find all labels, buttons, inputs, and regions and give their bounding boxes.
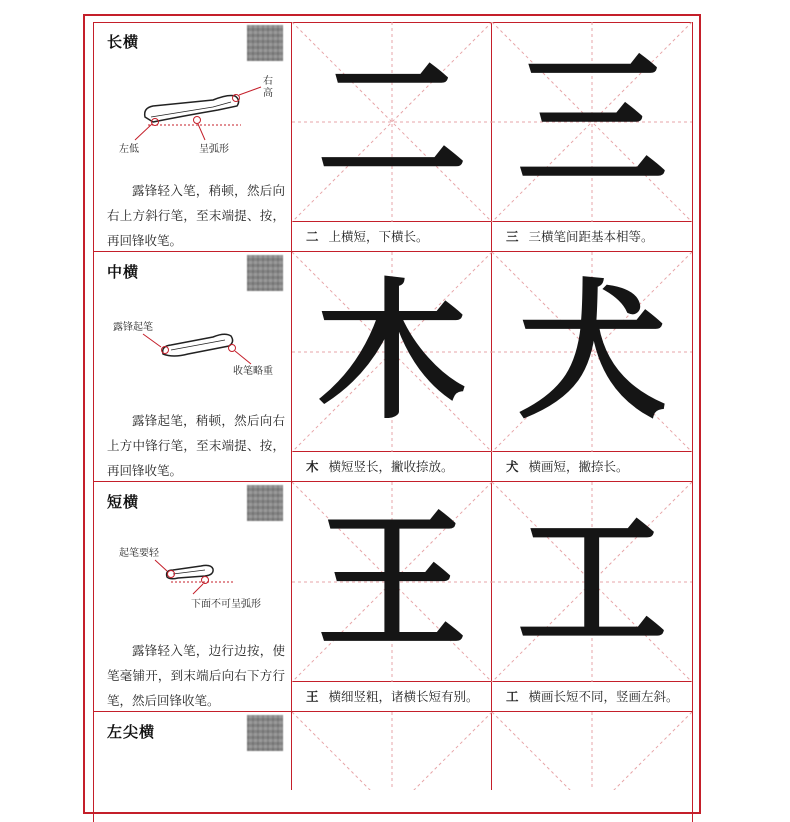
stroke-diagram bbox=[93, 292, 292, 407]
annotation-label: 呈弧形 bbox=[199, 144, 229, 155]
qr-code-icon[interactable] bbox=[247, 255, 283, 291]
stroke-row-left-pointed-horizontal bbox=[93, 712, 693, 790]
example-character: 木 bbox=[316, 264, 467, 440]
example-character: 工 bbox=[516, 494, 667, 670]
stroke-title: 中横 bbox=[107, 263, 140, 281]
mizige-grid bbox=[492, 712, 692, 790]
annotation-label: 收笔略重 bbox=[233, 366, 273, 377]
example-caption bbox=[292, 222, 492, 252]
caption-text: 上横短，下横长。 bbox=[328, 229, 429, 244]
stroke-row-short-horizontal bbox=[93, 482, 693, 712]
caption-character: 工 bbox=[506, 689, 519, 704]
caption-character: 三 bbox=[506, 229, 519, 244]
stroke-diagram bbox=[93, 522, 292, 637]
stroke-description: 露锋轻入笔，稍顿，然后向右上方斜行笔，至末端提、按，再回锋收笔。 bbox=[107, 183, 285, 248]
character-grid-cell bbox=[492, 252, 693, 452]
annotation-label: 左低 bbox=[119, 144, 139, 155]
annotation-label: 高 bbox=[263, 88, 273, 99]
example-character: 三 bbox=[516, 34, 667, 210]
qr-code-icon[interactable] bbox=[247, 485, 283, 521]
stroke-info-cell bbox=[93, 22, 292, 252]
annotation-label: 下面不可呈弧形 bbox=[191, 599, 261, 610]
character-grid-cell bbox=[492, 482, 693, 682]
stroke-info-cell bbox=[93, 712, 292, 790]
stroke-info-cell bbox=[93, 482, 292, 712]
example-character: 犬 bbox=[516, 264, 667, 440]
caption-text: 横画短，撇捺长。 bbox=[528, 459, 629, 474]
caption-character: 二 bbox=[306, 229, 319, 244]
caption-text: 横画长短不同，竖画左斜。 bbox=[528, 689, 679, 704]
stroke-diagram bbox=[93, 62, 292, 177]
annotation-label: 露锋起笔 bbox=[113, 322, 153, 333]
mizige-grid bbox=[292, 712, 492, 790]
caption-text: 横细竖粗，诸横长短有别。 bbox=[328, 689, 479, 704]
example-caption bbox=[292, 682, 492, 712]
character-grid-cell bbox=[292, 712, 492, 790]
example-caption bbox=[492, 222, 693, 252]
caption-character: 犬 bbox=[506, 459, 519, 474]
stroke-description: 露锋起笔，稍顿，然后向右上方中锋行笔，至末端提、按，再回锋收笔。 bbox=[107, 413, 285, 478]
example-character: 王 bbox=[316, 494, 467, 670]
stroke-info-cell bbox=[93, 252, 292, 482]
caption-character: 王 bbox=[306, 689, 319, 704]
stroke-row-medium-horizontal bbox=[93, 252, 693, 482]
annotation-label: 起笔要轻 bbox=[119, 548, 159, 559]
example-character: 二 bbox=[316, 34, 467, 210]
example-caption bbox=[492, 682, 693, 712]
stroke-row-long-horizontal bbox=[93, 22, 693, 252]
qr-code-icon[interactable] bbox=[247, 715, 283, 751]
example-caption bbox=[292, 452, 492, 482]
caption-character: 木 bbox=[306, 459, 319, 474]
example-caption bbox=[492, 452, 693, 482]
stroke-title: 左尖横 bbox=[107, 723, 156, 741]
stroke-title: 短横 bbox=[107, 493, 140, 511]
stroke-title: 长横 bbox=[107, 33, 140, 51]
character-grid-cell bbox=[492, 712, 693, 790]
character-grid-cell bbox=[292, 482, 492, 682]
caption-text: 三横笔间距基本相等。 bbox=[528, 229, 654, 244]
character-grid-cell bbox=[292, 252, 492, 452]
stroke-description: 露锋轻入笔，边行边按，使笔毫铺开，到末端后向右下方行笔，然后回锋收笔。 bbox=[107, 643, 285, 708]
caption-text: 横短竖长，撇收捺放。 bbox=[328, 459, 454, 474]
character-grid-cell bbox=[292, 22, 492, 222]
qr-code-icon[interactable] bbox=[247, 25, 283, 61]
annotation-label: 右 bbox=[263, 76, 273, 87]
character-grid-cell bbox=[492, 22, 693, 222]
